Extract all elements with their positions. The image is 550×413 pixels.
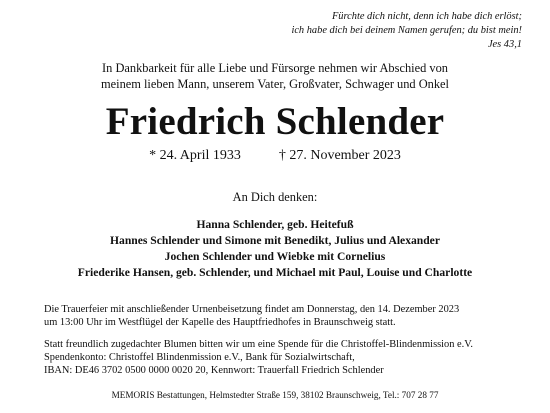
intro-line: meinem lieben Mann, unserem Vater, Großvater, Schwager und Onkel <box>100 77 450 91</box>
donation-line: IBAN: DE46 3702 0500 0000 0020 20, Kennwort: Trauerfall Friedrich Schlender <box>44 365 384 376</box>
intro-line: In Dankbarkeit für alle Liebe und Fürsorge nehmen wir Abschied von <box>102 61 448 75</box>
bible-verse <box>222 10 522 52</box>
birth-date: * 24. April 1933 <box>149 148 241 163</box>
verse-line: ich habe dich bei deinem Namen gerufen; du bist mein! <box>291 25 522 36</box>
funeral-line: um 13:00 Uhr im Westflügel der Kapelle des Hauptfriedhofes in Braunschweig statt. <box>44 317 396 328</box>
mourner-line: Hannes Schlender und Simone mit Benedikt, Julius und Alexander <box>110 234 440 247</box>
death-date: † 27. November 2023 <box>278 148 401 163</box>
mourners-list <box>0 217 550 281</box>
life-dates <box>0 147 550 165</box>
funeral-home-footer: MEMORIS Bestattungen, Helmstedter Straße 159, 38102 Braunschweig, Tel.: 707 28 77 <box>111 390 439 400</box>
mourner-line: Jochen Schlender und Wiebke mit Cornelius <box>164 250 386 263</box>
donation-line: Spendenkonto: Christoffel Blindenmission e.V., Bank für Sozialwirtschaft, <box>44 352 355 363</box>
remember-label: An Dich denken: <box>232 190 318 204</box>
donation-line: Statt freundlich zugedachter Blumen bitten wir um eine Spende für die Christoffel-Blindenmission e.V. <box>44 339 474 350</box>
verse-line: Fürchte dich nicht, denn ich habe dich erlöst; <box>331 11 522 22</box>
funeral-details <box>44 303 524 329</box>
donation-details <box>44 338 524 377</box>
funeral-line: Die Trauerfeier mit anschließender Urnenbeisetzung findet am Donnerstag, den 14. Dezember 2023 <box>44 304 460 315</box>
deceased-name: Friedrich Schlender <box>105 100 445 143</box>
mourner-line: Hanna Schlender, geb. Heitefuß <box>196 218 354 231</box>
mourner-line: Friederike Hansen, geb. Schlender, und Michael mit Paul, Louise und Charlotte <box>77 266 473 279</box>
intro-text <box>0 60 550 92</box>
verse-reference: Jes 43,1 <box>487 39 522 50</box>
